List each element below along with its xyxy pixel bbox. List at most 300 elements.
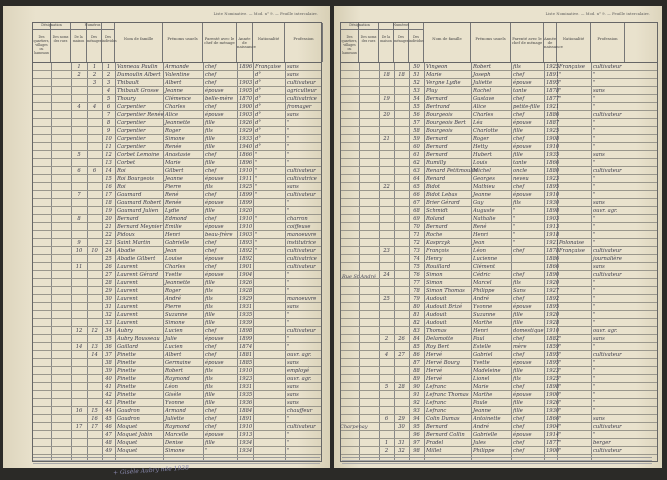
birth-year: 1896 [239,64,253,70]
nationality [253,375,285,383]
house-number: 24 [383,272,390,278]
birth-year: 1921 [546,104,560,110]
table-body [341,63,657,461]
person-number: 11 [105,144,112,150]
profession: " [593,304,596,310]
birth-year: 1900 [546,392,560,398]
table-row [33,279,321,287]
house-number: 25 [383,296,390,302]
profession: " [593,360,596,366]
relationship: petite-fille [513,104,540,110]
first-name: Louise [165,256,183,262]
surname: Bernard [426,224,448,230]
col-nom-header: Nom de famille [115,23,163,62]
nationality: Française [559,64,585,70]
table-row [341,183,657,191]
first-name: Henri [473,232,489,238]
first-name: Simone [165,136,185,142]
col-nom-header: Nom de famille [424,23,471,62]
nationality [253,263,285,271]
birth-year: 1891 [546,72,560,78]
table-row [33,191,321,199]
first-name: Cédric [473,272,491,278]
household-number [394,167,409,175]
person-number: 59 [413,136,420,142]
person-number: 52 [413,80,420,86]
table-row [33,215,321,223]
birth-year: 1910 [239,368,253,374]
relationship: chef [205,328,217,334]
nationality [557,295,591,303]
relationship: fille [205,440,215,446]
person-number: 74 [413,256,420,262]
birth-year: 1890 [546,272,560,278]
nationality [253,343,285,351]
first-name: Robert [165,368,183,374]
table-row [341,127,657,135]
table-row [33,111,321,119]
profession: " [287,312,290,318]
surname: Gaumard Robert [117,200,162,206]
relationship: épouse [205,88,224,94]
nationality: " [559,80,562,86]
household-number [87,279,102,287]
birth-year: 1898 [546,208,560,214]
household-number [394,391,409,399]
birth-year: 1936 [239,400,253,406]
household-number [394,255,409,263]
person-number: 60 [413,144,420,150]
household-number: 13 [91,344,98,350]
person-number: 50 [413,64,420,70]
household-number [87,199,102,207]
household-number: 4 [92,104,97,110]
first-name: Georges [473,176,495,182]
profession: " [593,320,596,326]
first-name: Gabrielle [165,240,190,246]
birth-year: 1895 [546,304,560,310]
first-name: Charles [165,104,186,110]
household-number: 15 [91,408,98,414]
first-name: Lydie [165,208,180,214]
profession: cultivateur [593,248,622,254]
nationality [253,295,285,303]
relationship: fils [205,128,213,134]
table-row [33,223,321,231]
relationship: fille [513,312,523,318]
table-row [33,103,321,111]
household-number: 30 [398,424,405,430]
nationality [253,351,285,359]
household-number [87,287,102,295]
table-row [341,343,657,351]
nationality: " [255,232,258,238]
surname: Roy Bert [426,344,450,350]
first-name: Clément [473,264,496,270]
nationality: d° [255,72,261,78]
surname: Pinette [117,376,136,382]
surname: Vanneau Paulin [117,64,158,70]
profession: " [593,384,596,390]
person-number: 64 [413,176,420,182]
first-name: Gisèle [165,392,182,398]
relationship: fille [513,408,523,414]
table-row [341,79,657,87]
nationality: Française [559,248,585,254]
surname: Bourgeois [426,128,453,134]
relationship: chef [513,96,525,102]
profession: journalière [593,256,622,262]
first-name: Paul [473,336,485,342]
relationship: chef [205,408,217,414]
col-nationalite-header: Nationalité [253,23,285,62]
nationality: d° [255,136,261,142]
nationality [253,423,285,431]
surname: Henry [426,256,443,262]
table-row [341,287,657,295]
first-name: Paule [473,400,488,406]
house-number [379,303,394,311]
table-row [341,207,657,215]
person-number: 15 [105,176,112,182]
birth-year: 1904 [239,272,253,278]
person-number: 7 [106,112,111,118]
first-name: Joseph [473,72,491,78]
left-page [3,6,330,477]
birth-year: 1910 [239,224,253,230]
relationship: chef [513,296,525,302]
nationality: d° [255,144,261,150]
profession: sans [287,304,299,310]
household-number [394,79,409,87]
first-name: Alice [473,104,487,110]
profession: cultivateur [593,64,622,70]
table-row [341,319,657,327]
census-table-left [32,22,322,462]
surname: Millet [426,448,442,454]
first-name: Hubert [473,152,492,158]
profession: cultivateur [593,272,622,278]
nationality [253,255,285,263]
birth-year: 1878 [546,248,560,254]
relationship: fille [513,400,523,406]
house-number [71,367,87,375]
nationality [557,183,591,191]
house-number [71,223,87,231]
person-number: 14 [105,168,112,174]
house-number [71,207,87,215]
nationality [253,399,285,407]
person-number: 37 [105,352,112,358]
bottom-note: + Gisèle Aubry née 1938 [112,464,190,477]
household-number [87,111,102,119]
nationality: " [559,88,562,94]
household-number: 32 [398,448,405,454]
birth-year: 1886 [546,112,560,118]
profession: " [287,320,290,326]
household-number [394,431,409,439]
house-number [71,111,87,119]
nationality: " [559,392,562,398]
birth-year: 1923 [546,368,560,374]
relationship: épouse [513,432,532,438]
first-name: Charles [165,264,186,270]
household-number: 26 [398,336,405,342]
profession: ouvr. agr. [593,328,618,334]
first-name: Jeanne [165,176,183,182]
household-number [394,247,409,255]
birth-year: 1931 [239,384,253,390]
relationship: fille [205,392,215,398]
household-number [394,263,409,271]
person-number: 23 [105,240,112,246]
birth-year: 1923 [546,176,560,182]
first-name: Jeannette [165,280,191,286]
first-name: Gilbert [165,168,184,174]
nationality [557,127,591,135]
surname: Bernard Collin [426,432,465,438]
household-number [394,143,409,151]
birth-year: 1910 [239,216,253,222]
profession: coiffeuse [287,224,311,230]
surname: Bernard [117,216,139,222]
surname: Brier Gérard [426,200,460,206]
nationality: " [255,240,258,246]
person-number: 3 [106,80,111,86]
house-number: 18 [383,72,390,78]
nationality [253,271,285,279]
col-designation-rue-header: Des noms des rues [359,23,379,62]
first-name: Jean [473,240,485,246]
house-number [71,95,87,103]
house-number [71,143,87,151]
house-number [379,431,394,439]
person-number: 54 [413,96,420,102]
household-number [87,271,102,279]
house-number [71,303,87,311]
surname: Pinette [117,352,136,358]
person-number: 36 [105,344,112,350]
house-number [71,231,87,239]
first-name: Jeannette [165,120,191,126]
designation-header: Désignation [341,23,379,30]
table-row [33,71,321,79]
first-name: Gabrielle [473,432,498,438]
col-num-menage-header: Des ménages [394,23,409,62]
profession: " [593,312,596,318]
relationship: chef [205,264,217,270]
household-number [87,215,102,223]
first-name: Madeleine [473,368,501,374]
profession: ouvr. agr. [287,352,312,358]
household-number [394,95,409,103]
birth-year: 1914 [546,432,560,438]
nationality: " [559,344,562,350]
person-number: 22 [105,232,112,238]
household-number [87,319,102,327]
birth-year: 1925 [546,128,560,134]
household-number [394,311,409,319]
birth-year: 1899 [239,192,253,198]
table-row [33,399,321,407]
table-row [33,207,321,215]
birth-year: 1887 [546,120,560,126]
surname: Hervé [426,352,443,358]
col-prenom-header: Prénoms usuels [471,23,511,62]
first-name: Rachel [473,88,492,94]
table-row [341,263,657,271]
person-number: 48 [105,440,112,446]
profession: " [593,80,596,86]
person-number: 66 [413,192,420,198]
house-number: 20 [383,112,390,118]
person-number: 45 [105,416,112,422]
table-row [33,255,321,263]
person-number: 5 [106,96,111,102]
household-number [87,207,102,215]
profession: " [593,184,596,190]
table-row [33,127,321,135]
relationship: chef [205,104,217,110]
profession: " [593,432,596,438]
surname: Lefranc Thomas [426,392,469,398]
household-number [394,215,409,223]
birth-year: 1910 [546,328,560,334]
nationality: " [559,440,562,446]
first-name: Léon [473,248,486,254]
first-name: André [473,296,489,302]
nationality: d° [255,88,261,94]
household-number [87,231,102,239]
surname: Bernard [426,96,448,102]
birth-year: 1884 [239,408,253,414]
house-number [71,119,87,127]
right-page [334,6,662,468]
table-row [341,231,657,239]
household-number [87,383,102,391]
first-name: Armand [165,408,186,414]
surname: Pinette [117,392,136,398]
first-name: Léon [165,384,178,390]
surname: Marie [426,72,442,78]
table-row [33,375,321,383]
relationship: fille [205,120,215,126]
profession: " [287,336,290,342]
relationship: chef [513,440,525,446]
surname: Hervé Bourg [426,360,460,366]
relationship: chef [513,336,525,342]
surname: Dumoulin Albert [117,72,161,78]
surname: Audouit [426,296,447,302]
table-row [33,335,321,343]
house-number [379,103,394,111]
surname: Bernard [426,144,448,150]
birth-year: 1930 [546,200,560,206]
house-number: 6 [77,168,81,174]
surname: Simon [426,272,443,278]
table-row [341,103,657,111]
table-row [341,87,657,95]
table-row [33,287,321,295]
household-number [87,367,102,375]
person-number: 82 [413,320,420,326]
birth-year: 1899 [239,336,253,342]
first-name: Juliette [473,80,493,86]
first-name: Lucien [165,344,183,350]
nationality: " [559,72,562,78]
table-row [33,239,321,247]
table-row [33,295,321,303]
house-number [379,207,394,215]
relationship: chef [513,448,525,454]
table-row [341,391,657,399]
surname: Laurent [117,296,138,302]
person-number: 27 [105,272,112,278]
birth-year: 1905 [239,88,253,94]
surname: Pinette [117,368,136,374]
profession: cultivateur [593,424,622,430]
profession: " [593,144,596,150]
house-number [71,399,87,407]
first-name: Marcel [473,280,492,286]
relationship: épouse [205,272,224,278]
profession: " [287,128,290,134]
surname: Pluy [426,88,438,94]
person-number: 79 [413,296,420,302]
surname: Carpentier [117,128,146,134]
house-number [379,215,394,223]
person-number: 12 [105,152,112,158]
col-profession-header: Profession [591,23,625,62]
table-row [33,367,321,375]
birth-year: 1939 [239,320,253,326]
surname: Laurent [117,312,138,318]
footnote [33,457,320,464]
household-number [87,439,102,447]
birth-year: 1933 [239,136,253,142]
relationship: Sans [513,288,526,294]
house-number: 21 [383,136,390,142]
table-row [341,439,657,447]
birth-year: 1899 [239,200,253,206]
surname: Laurent [117,288,138,294]
table-row [341,119,657,127]
table-row [33,383,321,391]
surname: Hervé [426,376,443,382]
surname: Corbet [117,160,136,166]
birth-year: 1901 [239,264,253,270]
surname: Vergne Lydie [426,80,461,86]
table-row [33,407,321,415]
birth-year: 1911 [239,176,253,182]
surname: Lefranc [426,408,447,414]
birth-year: 1898 [546,384,560,390]
profession: cultivateur [593,112,622,118]
nationality [253,367,285,375]
birth-year: 1931 [239,304,253,310]
surname: Moquet [117,440,138,446]
birth-year: 1903 [239,80,253,86]
surname: Thomas [426,328,447,334]
household-number [394,343,409,351]
person-number: 13 [105,160,112,166]
census-table-right [340,22,658,462]
surname: Rouillard [426,264,451,270]
surname: Roland [426,216,445,222]
relationship: épouse [205,112,224,118]
profession: ouvr. agr. [593,208,618,214]
surname: Lefranc [426,400,447,406]
